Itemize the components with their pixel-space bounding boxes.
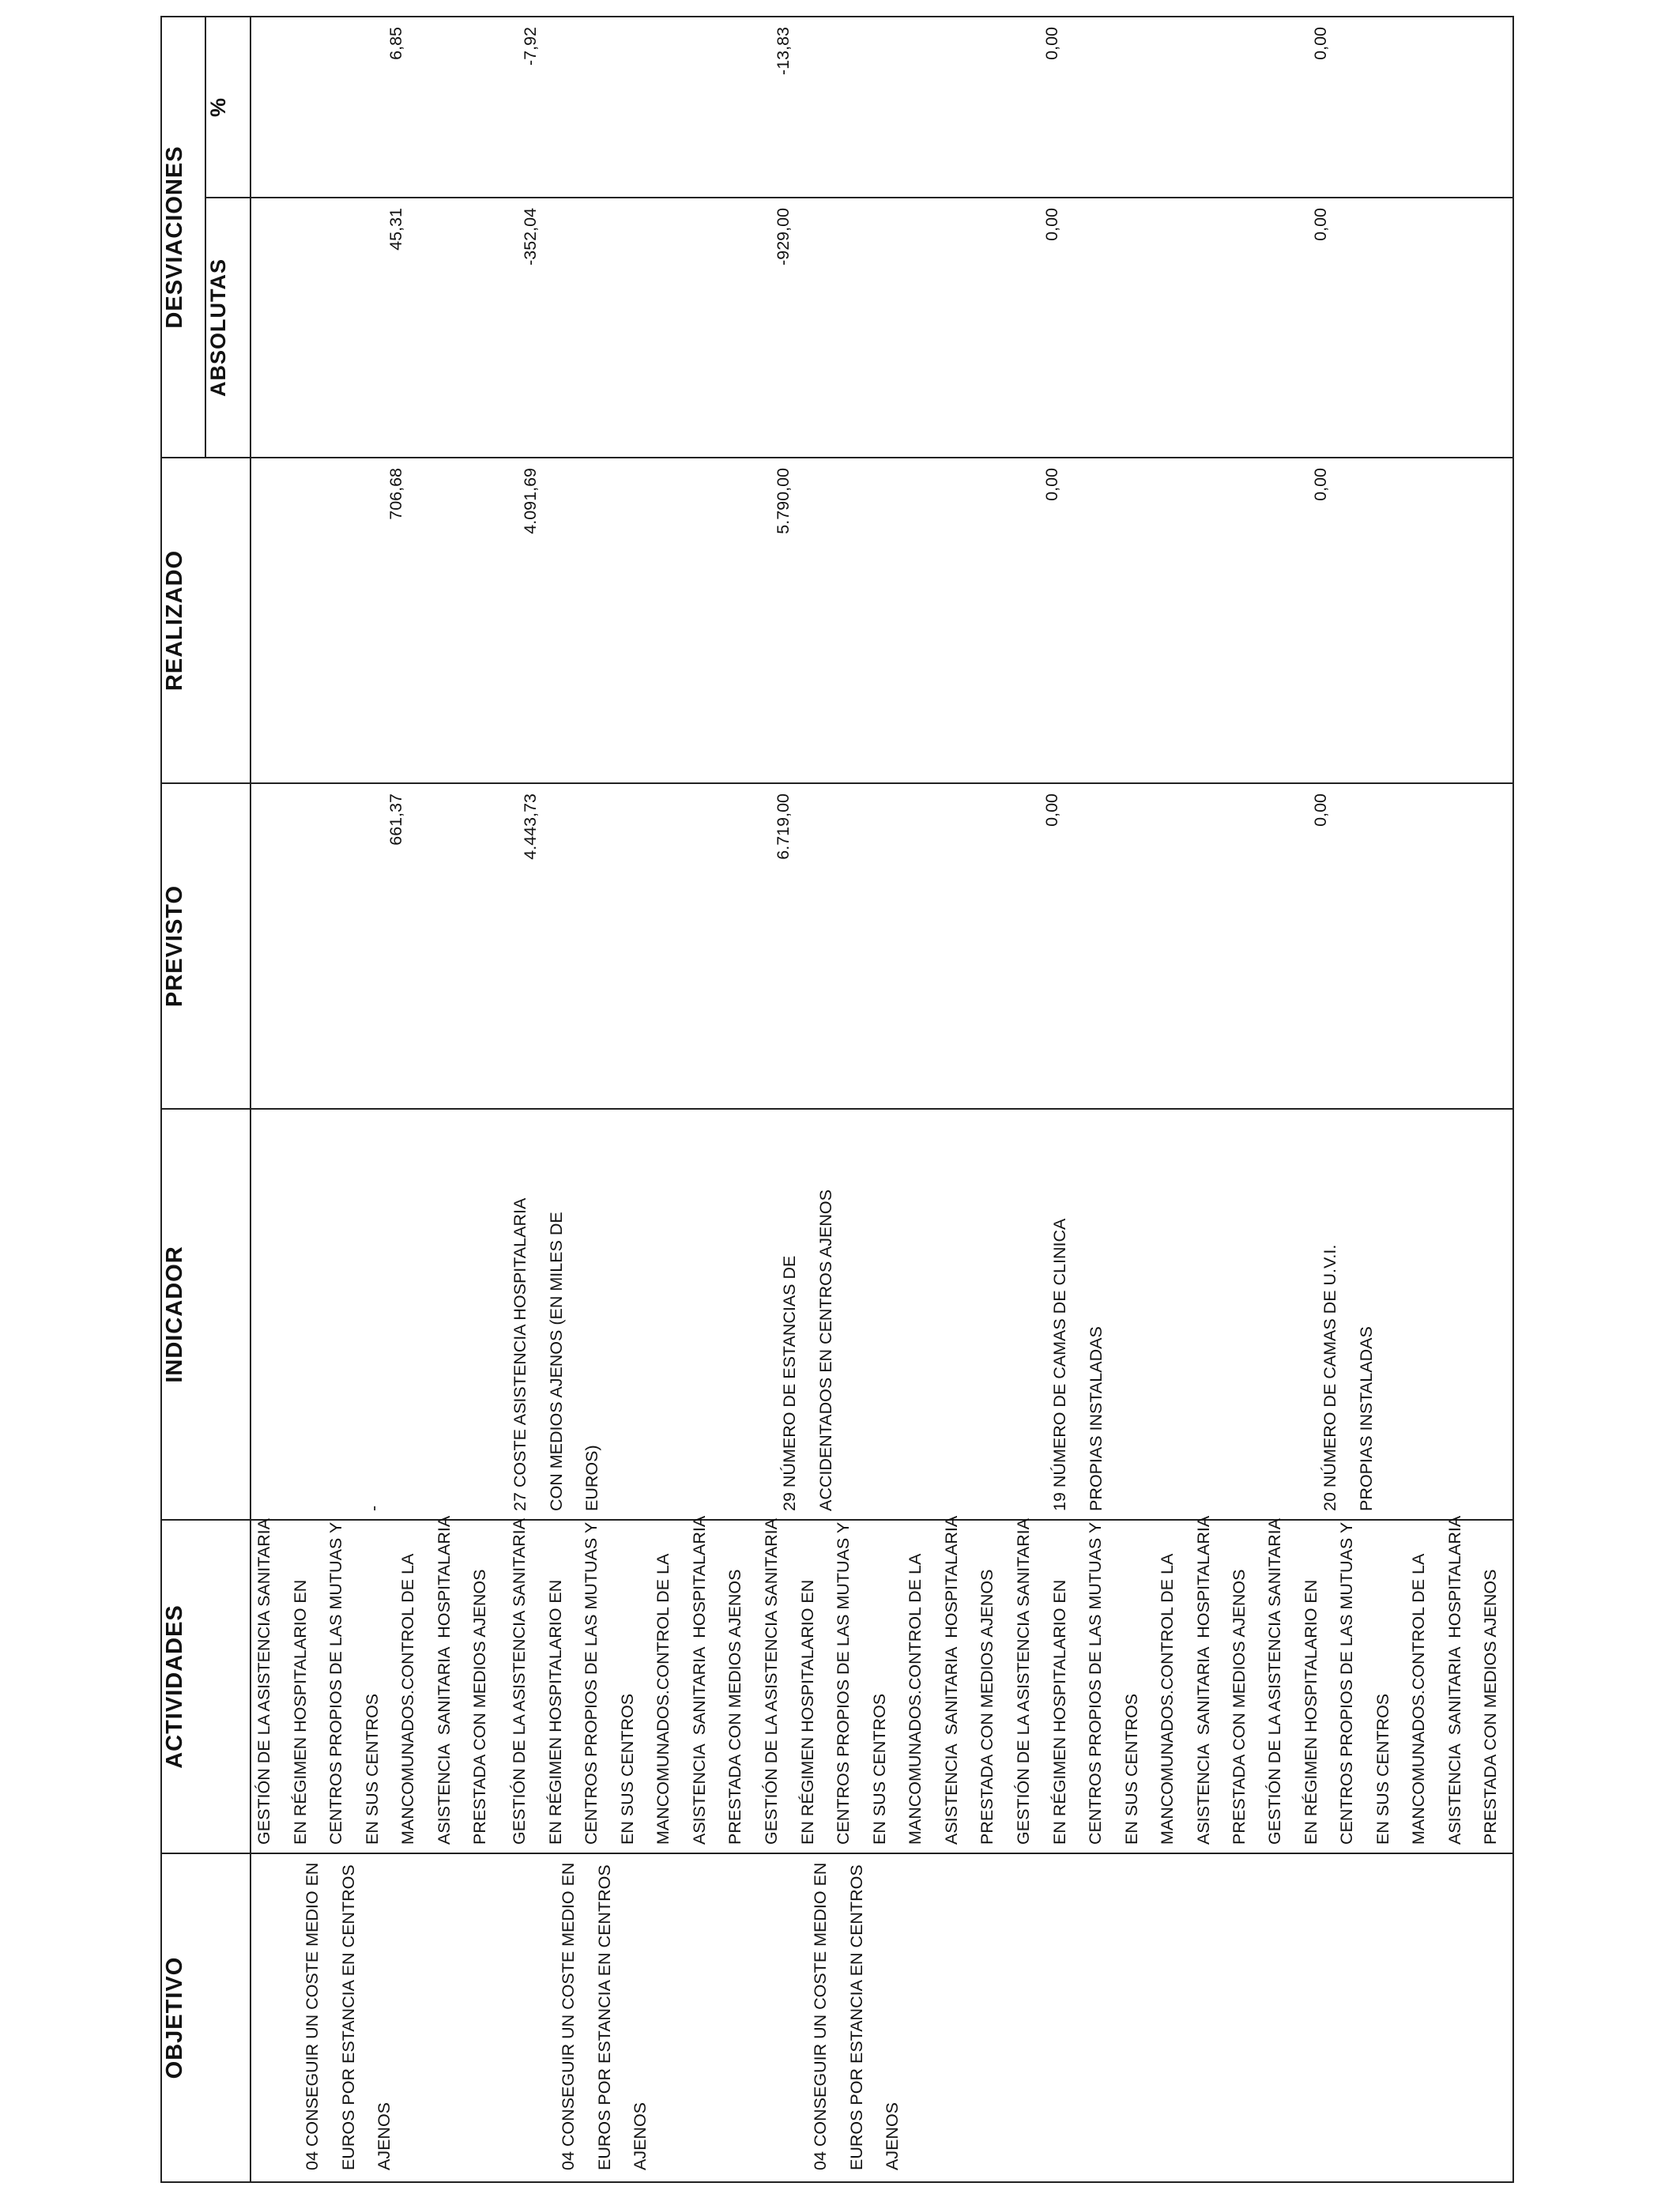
porcentaje-4: 0,00 [1042,26,1061,60]
header-actividades: ACTIVIDADES [161,1520,250,1853]
indicador-4: 19 NÚMERO DE CAMAS DE CLINICA PROPIAS INSTALADAS [1050,1218,1106,1511]
indicador-5: 20 NÚMERO DE CAMAS DE U.V.I. PROPIAS INSTALADAS [1320,1244,1376,1511]
table-row [250,17,1513,2182]
previsto-5: 0,00 [1311,794,1330,827]
realizado-4: 0,00 [1042,468,1061,501]
absolutas-1: 45,31 [386,208,405,251]
porcentaje-3: -13,83 [774,26,793,75]
previsto-3: 6.719,00 [774,794,793,860]
actividad-1: GESTIÓN DE LA ASISTENCIA SANITARIA EN RÉGIMEN HOSPITALARIO EN CENTROS PROPIOS DE LAS MUTUAS Y EN SUS CENTROS MANCOMUNADOS.CONTROL DE LA ASISTENCIA SANITARIA HOSPITALARIA PRESTADA CON MEDIOS AJENOS [254,1515,489,1845]
porcentaje-2: -7,92 [521,26,540,66]
objetivo-3: 04 CONSEGUIR UN COSTE MEDIO EN EUROS POR ESTANCIA EN CENTROS AJENOS [811,1862,902,2170]
header-desviaciones: DESVIACIONES [161,17,205,458]
previsto-cell [250,783,1513,1109]
realizado-5: 0,00 [1311,468,1330,501]
absolutas-5: 0,00 [1311,208,1330,241]
absolutas-3: -929,00 [774,208,793,266]
realizado-2: 4.091,69 [521,468,540,534]
header-previsto: PREVISTO [161,783,250,1109]
actividad-5: GESTIÓN DE LA ASISTENCIA SANITARIA EN RÉGIMEN HOSPITALARIO EN CENTROS PROPIOS DE LAS MUTUAS Y EN SUS CENTROS MANCOMUNADOS.CONTROL DE LA ASISTENCIA SANITARIA HOSPITALARIA PRESTADA CON MEDIOS AJENOS [1265,1515,1500,1845]
absolutas-cell [250,198,1513,458]
realizado-cell [250,458,1513,783]
porcentaje-cell [250,17,1513,198]
header-porcentaje: % [205,17,250,198]
absolutas-2: -352,04 [521,208,540,266]
porcentaje-1: 6,85 [386,26,405,60]
realizado-1: 706,68 [386,468,405,520]
previsto-1: 661,37 [386,794,405,846]
indicador-1: - [364,1505,383,1511]
actividades-cell [250,1515,1513,1853]
actividad-2: GESTIÓN DE LA ASISTENCIA SANITARIA EN RÉGIMEN HOSPITALARIO EN CENTROS PROPIOS DE LAS MUTUAS Y EN SUS CENTROS MANCOMUNADOS.CONTROL DE LA ASISTENCIA SANITARIA HOSPITALARIA PRESTADA CON MEDIOS AJENOS [510,1515,744,1845]
actividad-3: GESTIÓN DE LA ASISTENCIA SANITARIA EN RÉGIMEN HOSPITALARIO EN CENTROS PROPIOS DE LAS MUTUAS Y EN SUS CENTROS MANCOMUNADOS.CONTROL DE LA ASISTENCIA SANITARIA HOSPITALARIA PRESTADA CON MEDIOS AJENOS [762,1515,996,1845]
actividad-4: GESTIÓN DE LA ASISTENCIA SANITARIA EN RÉGIMEN HOSPITALARIO EN CENTROS PROPIOS DE LAS MUTUAS Y EN SUS CENTROS MANCOMUNADOS.CONTROL DE LA ASISTENCIA SANITARIA HOSPITALARIA PRESTADA CON MEDIOS AJENOS [1014,1515,1249,1845]
realizado-3: 5.790,00 [774,468,793,534]
objetivo-2: 04 CONSEGUIR UN COSTE MEDIO EN EUROS POR ESTANCIA EN CENTROS AJENOS [559,1862,650,2170]
indicador-3: 29 NÚMERO DE ESTANCIAS DE ACCIDENTADOS EN CENTROS AJENOS [780,1189,835,1511]
header-absolutas: ABSOLUTAS [205,198,250,458]
header-row [161,17,205,2182]
header-objetivo: OBJETIVO [161,1853,250,2182]
previsto-2: 4.443,73 [521,794,540,860]
report-table [160,16,1514,2183]
header-realizado: REALIZADO [161,458,250,783]
objetivo-cell [250,1853,1513,2182]
absolutas-4: 0,00 [1042,208,1061,241]
header-indicador: INDICADOR [161,1109,250,1520]
objetivo-1: 04 CONSEGUIR UN COSTE MEDIO EN EUROS POR ESTANCIA EN CENTROS AJENOS [303,1862,394,2170]
indicador-2: 27 COSTE ASISTENCIA HOSPITALARIA CON MEDIOS AJENOS (EN MILES DE EUROS) [510,1197,601,1511]
indicador-cell [250,1109,1513,1520]
porcentaje-5: 0,00 [1311,26,1330,60]
previsto-4: 0,00 [1042,794,1061,827]
